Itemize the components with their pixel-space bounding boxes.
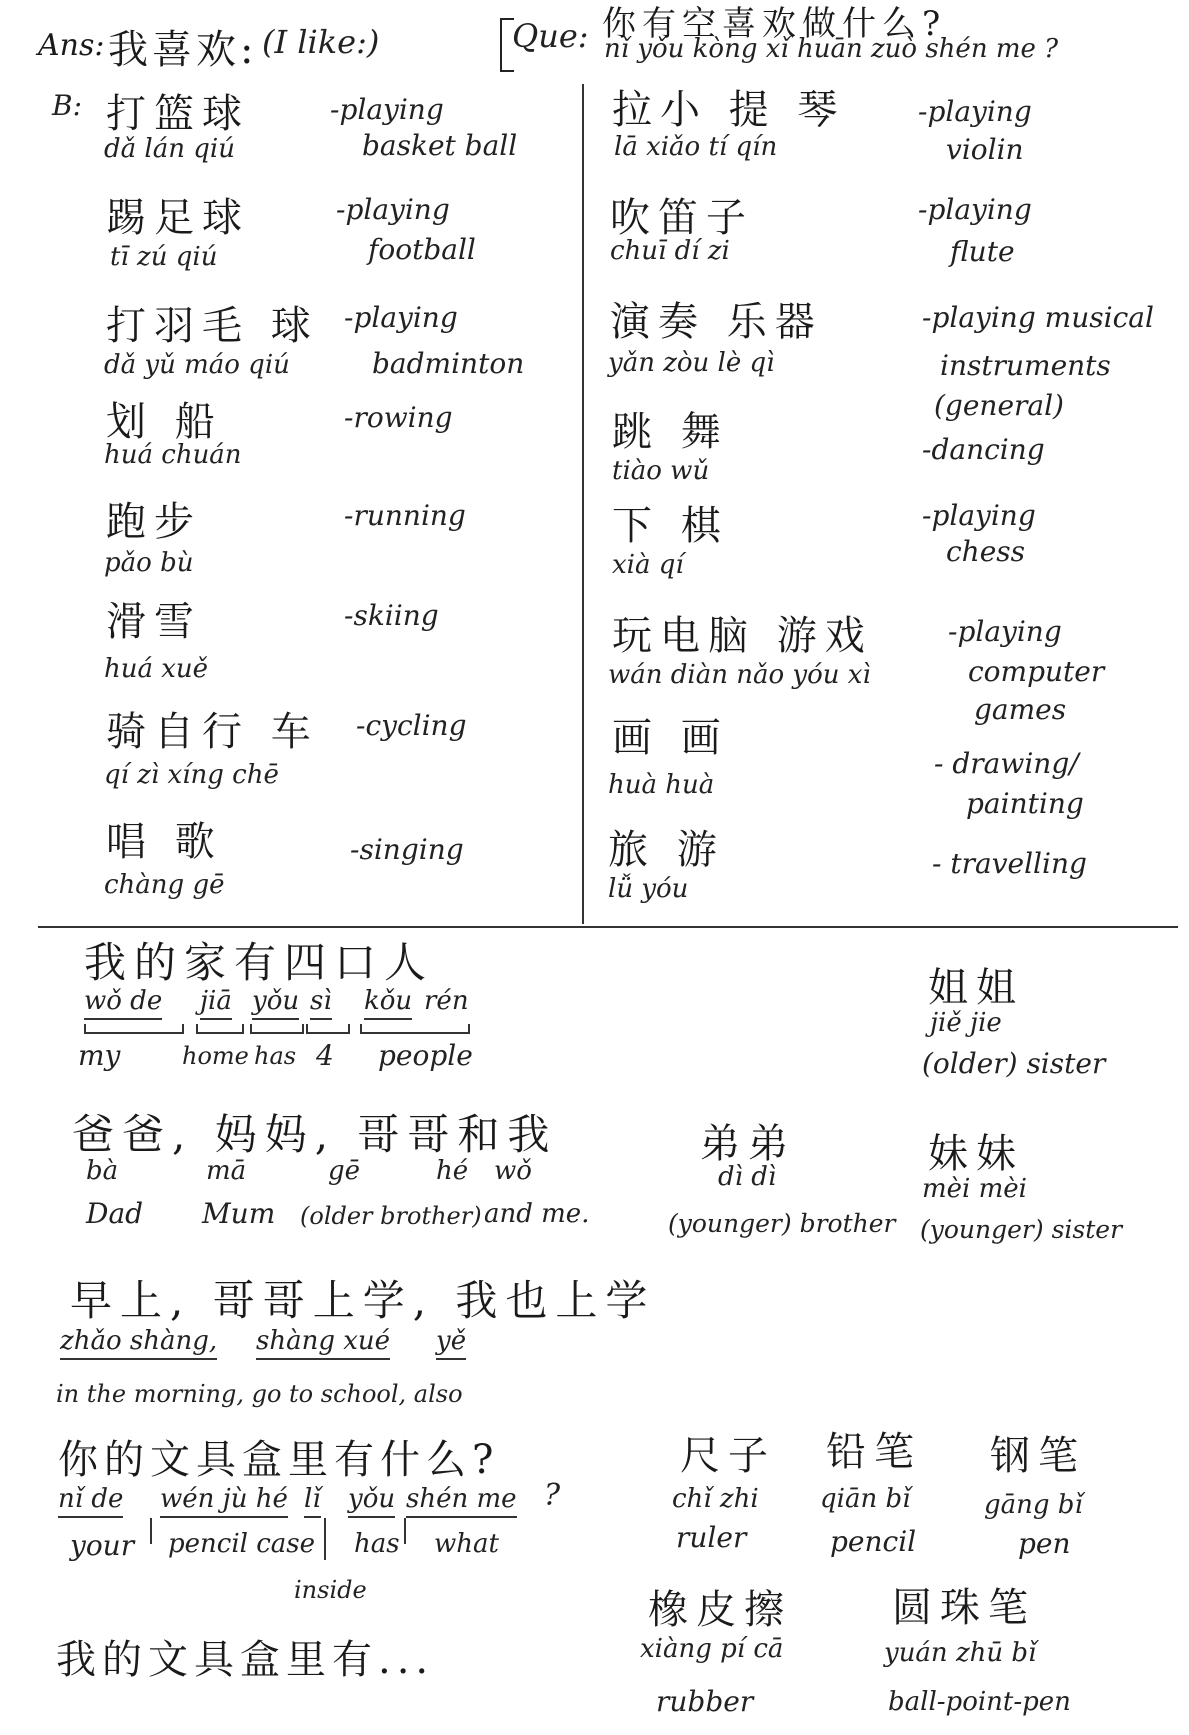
hobby-pinyin: tiào wǔ bbox=[612, 456, 710, 486]
hobby-pinyin: huá xuě bbox=[104, 654, 209, 684]
hobby-english: -playing bbox=[918, 193, 1032, 226]
hobby-pinyin: huà huà bbox=[608, 770, 715, 800]
sister-younger-english: (younger) sister bbox=[920, 1215, 1123, 1244]
gloss-word: my bbox=[78, 1039, 121, 1072]
hobby-pinyin: wán diàn nǎo yóu xì bbox=[608, 660, 871, 690]
hobby-hanzi: 吹笛子 bbox=[610, 195, 754, 241]
pinyin-word: shén me bbox=[406, 1484, 517, 1518]
pinyin-word: jiā bbox=[200, 986, 232, 1020]
hobby-hanzi: 打篮球 bbox=[106, 91, 250, 137]
pinyin-word: zhǎo shàng, bbox=[60, 1326, 217, 1360]
pinyin-word: yě bbox=[436, 1326, 466, 1360]
hobby-english: - travelling bbox=[932, 847, 1087, 880]
gloss-bracket bbox=[84, 1024, 184, 1034]
hobby-english: -cycling bbox=[356, 709, 467, 742]
gloss-word: has bbox=[354, 1529, 400, 1559]
hobby-pinyin: chuī dí zi bbox=[610, 236, 730, 266]
answer-hanzi: 我喜欢: bbox=[108, 27, 258, 73]
pinyin-word: yǒu bbox=[348, 1484, 395, 1518]
hobby-hanzi: 演奏 乐器 bbox=[610, 299, 823, 345]
stationery-english: rubber bbox=[656, 1685, 754, 1718]
pinyin-word: hé bbox=[436, 1156, 469, 1186]
hobby-hanzi: 拉小 提 琴 bbox=[612, 87, 846, 133]
gloss-word: Dad bbox=[86, 1197, 144, 1230]
hobby-english: football bbox=[368, 233, 476, 266]
family-sentence-2: 爸爸, 妈妈, 哥哥和我 bbox=[72, 1110, 558, 1159]
pinyin-word: wǒ de bbox=[84, 986, 162, 1020]
hobby-english: -playing bbox=[918, 95, 1032, 128]
stationery-hanzi: 钢笔 bbox=[990, 1433, 1086, 1479]
pinyin-word: sì bbox=[310, 986, 332, 1020]
school-sentence-3: 早上, 哥哥上学, 我也上学 bbox=[70, 1276, 656, 1325]
hobby-hanzi: 滑雪 bbox=[106, 599, 202, 645]
hobby-english: - drawing/ bbox=[934, 747, 1079, 780]
hobby-english: instruments bbox=[940, 349, 1111, 382]
stationery-pinyin: chǐ zhi bbox=[672, 1484, 759, 1514]
question-pinyin: nǐ yǒu kòng xǐ huān zuò shén me ? bbox=[604, 34, 1059, 64]
family-sentence-1: 我的家有四口人 bbox=[84, 938, 435, 987]
school-sentence-4: 你的文具盒里有什么? bbox=[58, 1437, 500, 1483]
gloss-divider bbox=[150, 1518, 152, 1544]
gloss-divider bbox=[404, 1518, 406, 1544]
question-hanzi: 你有空喜欢做什么? bbox=[602, 4, 947, 44]
hobby-pinyin: yǎn zòu lè qì bbox=[608, 348, 775, 378]
question-label: Que: bbox=[512, 17, 589, 55]
hobby-hanzi: 划 船 bbox=[106, 399, 223, 445]
hobby-english: -playing bbox=[344, 301, 458, 334]
gloss-word: your bbox=[70, 1529, 135, 1562]
sister-older-pinyin: jiě jie bbox=[930, 1008, 1002, 1038]
gloss-word: and me. bbox=[484, 1199, 590, 1229]
hobby-english: -playing bbox=[922, 499, 1036, 532]
hobby-pinyin: huá chuán bbox=[104, 440, 242, 470]
stationery-english: pen bbox=[1018, 1527, 1071, 1560]
gloss-word: pencil case bbox=[168, 1529, 316, 1559]
hobby-pinyin: dǎ yǔ máo qiú bbox=[104, 350, 290, 380]
hobby-english: (general) bbox=[934, 389, 1064, 422]
hobby-english: computer bbox=[968, 655, 1105, 688]
pinyin-word: wǒ bbox=[494, 1156, 532, 1186]
hobby-pinyin: chàng gē bbox=[104, 870, 225, 900]
answer-english: (I like:) bbox=[262, 23, 380, 61]
sister-older-hanzi: 姐姐 bbox=[928, 965, 1024, 1011]
hobby-hanzi: 跳 舞 bbox=[612, 409, 729, 455]
gloss-word: 4 bbox=[316, 1039, 334, 1072]
hobby-english: -playing bbox=[948, 615, 1062, 648]
hobby-english: games bbox=[974, 693, 1067, 726]
hobby-hanzi: 下 棋 bbox=[612, 503, 729, 549]
hobby-english: badminton bbox=[372, 347, 525, 380]
gloss-word: what bbox=[434, 1529, 499, 1559]
gloss-word: (older brother) bbox=[300, 1202, 482, 1230]
pinyin-word: lǐ bbox=[304, 1484, 321, 1518]
gloss-bracket bbox=[360, 1024, 470, 1034]
pinyin-word: rén bbox=[424, 986, 469, 1016]
hobby-english: -skiing bbox=[344, 599, 439, 632]
sister-younger-hanzi: 妹妹 bbox=[928, 1131, 1024, 1177]
stationery-hanzi: 圆珠笔 bbox=[892, 1585, 1036, 1631]
stationery-hanzi: 尺子 bbox=[680, 1433, 776, 1479]
hobby-hanzi: 玩电脑 游戏 bbox=[612, 613, 873, 659]
stationery-english: ball-point-pen bbox=[888, 1687, 1071, 1717]
section-divider bbox=[38, 926, 1178, 928]
sister-older-english: (older) sister bbox=[922, 1047, 1106, 1080]
hobby-english: -playing bbox=[330, 93, 444, 126]
column-divider bbox=[582, 84, 584, 924]
answer-label: Ans: bbox=[38, 28, 105, 63]
hobby-hanzi: 骑自行 车 bbox=[106, 709, 319, 755]
hobby-pinyin: pǎo bù bbox=[104, 548, 194, 578]
gloss-bracket bbox=[250, 1024, 304, 1034]
hobby-english: basket ball bbox=[362, 129, 518, 162]
pinyin-word: ? bbox=[544, 1478, 561, 1513]
gloss-word: Mum bbox=[202, 1197, 276, 1230]
sister-younger-pinyin: mèi mèi bbox=[922, 1174, 1027, 1204]
pinyin-word: gē bbox=[328, 1156, 361, 1186]
hobby-english: -playing musical bbox=[922, 301, 1154, 334]
pinyin-word: wén jù hé bbox=[160, 1484, 288, 1518]
stationery-hanzi: 橡皮擦 bbox=[648, 1587, 792, 1633]
brother-younger-pinyin: dì dì bbox=[718, 1162, 777, 1192]
pinyin-word: mā bbox=[206, 1156, 247, 1186]
stationery-pinyin: xiàng pí cā bbox=[640, 1634, 784, 1664]
hobby-english: flute bbox=[950, 235, 1015, 268]
hobby-hanzi: 旅 游 bbox=[608, 827, 725, 873]
pinyin-word: nǐ de bbox=[58, 1484, 123, 1518]
school-sentence-5: 我的文具盒里有... bbox=[56, 1637, 435, 1683]
pinyin-word: yǒu bbox=[252, 986, 299, 1020]
hobby-english: -rowing bbox=[344, 401, 453, 434]
section-marker: B: bbox=[52, 89, 83, 122]
stationery-hanzi: 铅笔 bbox=[826, 1429, 922, 1475]
pinyin-word: shàng xué bbox=[256, 1326, 390, 1360]
hobby-pinyin: dǎ lán qiú bbox=[104, 134, 235, 164]
hobby-pinyin: lǚ yóu bbox=[608, 874, 689, 904]
hobby-hanzi: 跑步 bbox=[106, 499, 202, 545]
hobby-hanzi: 打羽毛 球 bbox=[106, 303, 319, 349]
school-sentence-4-gloss-2: inside bbox=[294, 1576, 367, 1604]
gloss-word: people bbox=[378, 1039, 473, 1072]
hobby-pinyin: tī zú qiú bbox=[110, 242, 218, 272]
hobby-english: -singing bbox=[350, 833, 464, 866]
stationery-pinyin: yuán zhū bǐ bbox=[884, 1638, 1037, 1668]
hobby-english: painting bbox=[966, 787, 1084, 820]
hobby-english: -running bbox=[344, 499, 466, 532]
brother-younger-hanzi: 弟弟 bbox=[700, 1121, 796, 1167]
gloss-bracket bbox=[196, 1024, 244, 1034]
hobby-english: -dancing bbox=[922, 433, 1045, 466]
school-sentence-3-gloss: in the morning, go to school, also bbox=[56, 1380, 463, 1408]
pinyin-word: bà bbox=[86, 1156, 119, 1186]
hobby-pinyin: xià qí bbox=[612, 550, 684, 580]
pinyin-word: kǒu bbox=[364, 986, 412, 1020]
gloss-divider bbox=[324, 1518, 326, 1560]
hobby-pinyin: qí zì xíng chē bbox=[104, 760, 279, 790]
stationery-english: ruler bbox=[676, 1521, 747, 1554]
hobby-hanzi: 踢足球 bbox=[106, 195, 250, 241]
gloss-word: home bbox=[182, 1042, 249, 1070]
hobby-hanzi: 画 画 bbox=[612, 715, 729, 761]
stationery-english: pencil bbox=[830, 1525, 917, 1558]
gloss-bracket bbox=[306, 1024, 350, 1034]
hobby-pinyin: lā xiǎo tí qín bbox=[614, 132, 778, 162]
stationery-pinyin: gāng bǐ bbox=[984, 1490, 1083, 1520]
hobby-english: violin bbox=[946, 133, 1024, 166]
hobby-english: -playing bbox=[336, 193, 450, 226]
hobby-hanzi: 唱 歌 bbox=[106, 819, 223, 865]
gloss-word: has bbox=[254, 1042, 297, 1070]
brother-younger-english: (younger) brother bbox=[668, 1209, 896, 1238]
stationery-pinyin: qiān bǐ bbox=[820, 1484, 911, 1514]
hobby-english: chess bbox=[946, 535, 1026, 568]
